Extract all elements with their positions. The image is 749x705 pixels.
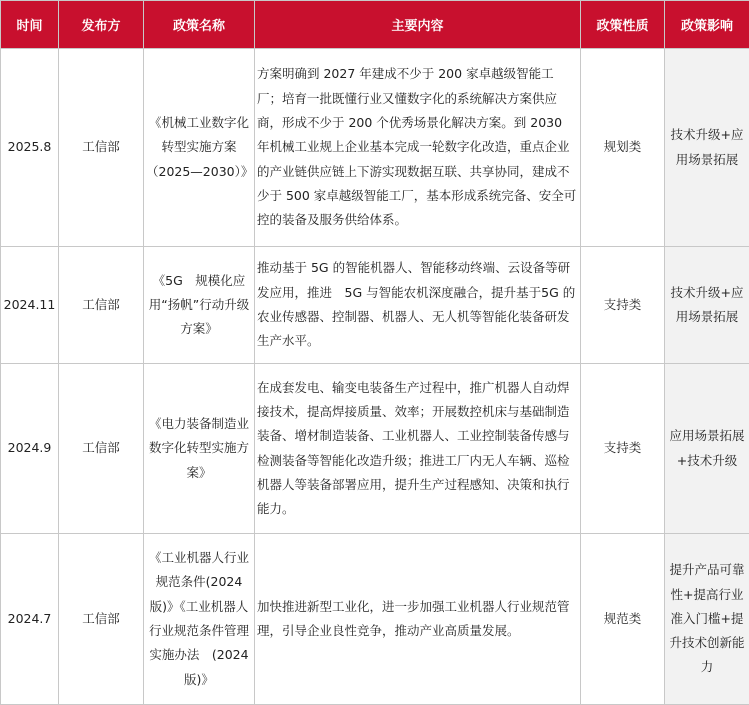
cell-policy-impact: 技术升级+应用场景拓展 bbox=[665, 247, 749, 364]
cell-publisher: 工信部 bbox=[59, 534, 144, 705]
cell-main-content: 在成套发电、输变电装备生产过程中，推广机器人自动焊接技术，提高焊接质量、效率；开展数控机床与基础制造装备、增材制造装备、工业机器人、工业控制装备传感与检测装备等智能化改造升级；推进工厂内无人车辆、巡检机器人等装备部署应用，提升生产过程感知、决策和执行能力。 bbox=[255, 364, 581, 534]
header-time: 时间 bbox=[1, 1, 59, 49]
cell-policy-name: 《5G 规模化应用“扬帆”行动升级方案》 bbox=[144, 247, 255, 364]
table-row bbox=[1, 49, 749, 247]
cell-policy-nature: 支持类 bbox=[581, 247, 665, 364]
table-header-row bbox=[1, 1, 749, 49]
cell-time: 2024.9 bbox=[1, 364, 59, 534]
cell-main-content: 推动基于 5G 的智能机器人、智能移动终端、云设备等研发应用，推进 5G 与智能农机深度融合，提升基于5G 的农业传感器、控制器、机器人、无人机等智能化装备研发生产水平。 bbox=[255, 247, 581, 364]
header-policy-nature: 政策性质 bbox=[581, 1, 665, 49]
table-row bbox=[1, 247, 749, 364]
cell-main-content: 方案明确到 2027 年建成不少于 200 家卓越级智能工厂；培育一批既懂行业又懂数字化的系统解决方案供应商，形成不少于 200 个优秀场景化解决方案。到 2030 年机械工业规上企业基本完成一轮数字化改造，重点企业的产业链供应链上下游实现数据互联、共享协同，建成不少于 500 家卓越级智能工厂，基本形成系统完备、安全可控的装备及服务供给体系。 bbox=[255, 49, 581, 247]
header-main-content: 主要内容 bbox=[255, 1, 581, 49]
cell-policy-impact: 提升产品可靠性+提高行业准入门槛+提升技术创新能力 bbox=[665, 534, 749, 705]
table-row bbox=[1, 534, 749, 705]
cell-policy-name: 《电力装备制造业数字化转型实施方案》 bbox=[144, 364, 255, 534]
header-policy-impact: 政策影响 bbox=[665, 1, 749, 49]
cell-time: 2025.8 bbox=[1, 49, 59, 247]
cell-time: 2024.7 bbox=[1, 534, 59, 705]
cell-policy-name: 《工业机器人行业规范条件(2024版)》《工业机器人行业规范条件管理实施办法 (2024 版)》 bbox=[144, 534, 255, 705]
cell-policy-name: 《机械工业数字化转型实施方案（2025—2030）》 bbox=[144, 49, 255, 247]
cell-policy-impact: 技术升级+应用场景拓展 bbox=[665, 49, 749, 247]
cell-policy-nature: 支持类 bbox=[581, 364, 665, 534]
cell-publisher: 工信部 bbox=[59, 49, 144, 247]
cell-policy-impact: 应用场景拓展+技术升级 bbox=[665, 364, 749, 534]
header-policy-name: 政策名称 bbox=[144, 1, 255, 49]
cell-policy-nature: 规划类 bbox=[581, 49, 665, 247]
cell-publisher: 工信部 bbox=[59, 364, 144, 534]
table-row bbox=[1, 364, 749, 534]
cell-time: 2024.11 bbox=[1, 247, 59, 364]
cell-publisher: 工信部 bbox=[59, 247, 144, 364]
cell-policy-nature: 规范类 bbox=[581, 534, 665, 705]
cell-main-content: 加快推进新型工业化，进一步加强工业机器人行业规范管理，引导企业良性竞争，推动产业高质量发展。 bbox=[255, 534, 581, 705]
header-publisher: 发布方 bbox=[59, 1, 144, 49]
